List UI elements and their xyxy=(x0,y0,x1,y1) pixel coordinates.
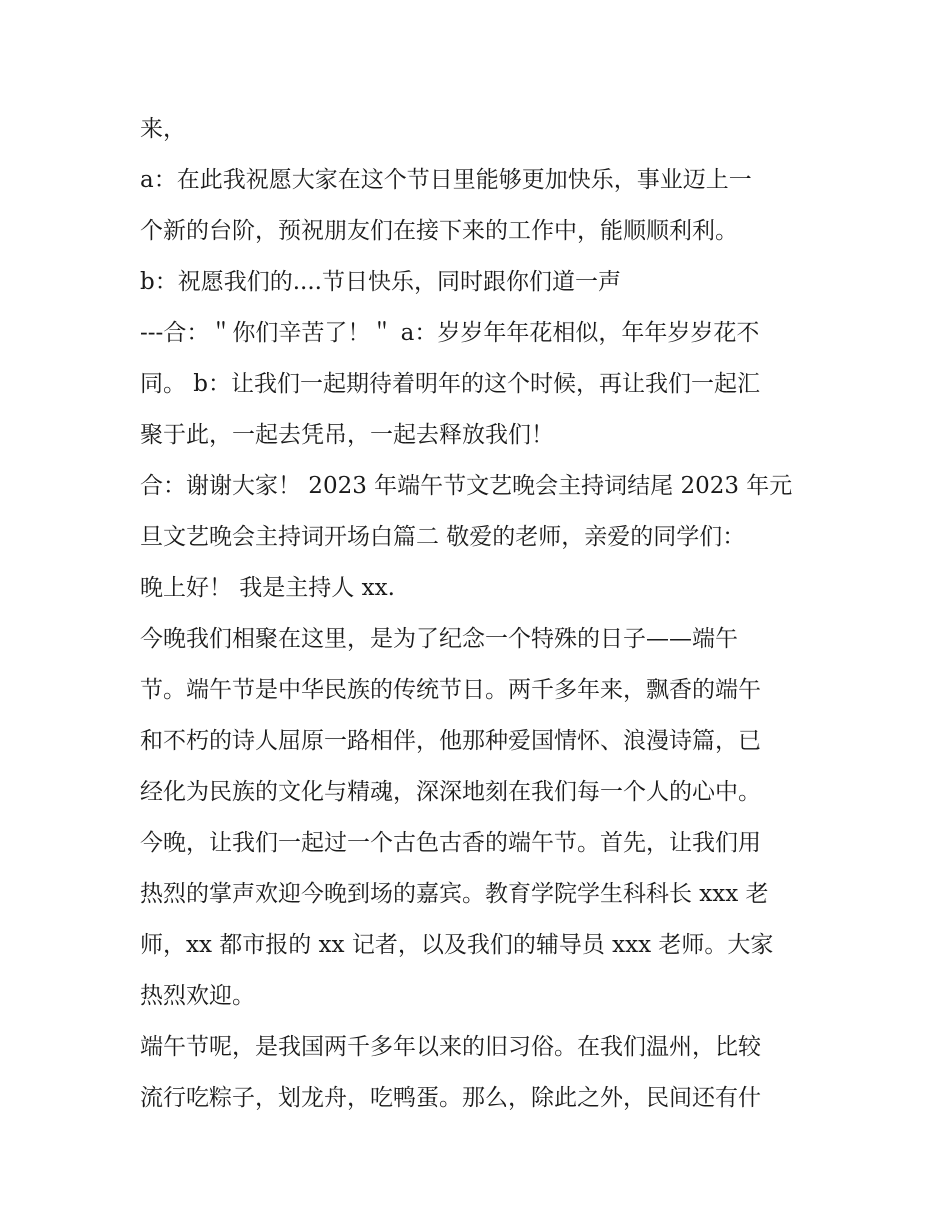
text-line: 聚于此，一起去凭吊，一起去释放我们！ xyxy=(140,422,554,448)
text-line: 旦文艺晚会主持词开场白篇二 敬爱的老师，亲爱的同学们： xyxy=(140,524,746,550)
text-line: 经化为民族的文化与精魂，深深地刻在我们每一个人的心中。 xyxy=(140,779,761,805)
text-line: 今晚，让我们一起过一个古色古香的端午节。首先，让我们用 xyxy=(140,830,761,856)
text-line: 晚上好！ 我是主持人 xx. xyxy=(140,575,395,601)
text-line: 同。 b：让我们一起期待着明年的这个时候，再让我们一起汇 xyxy=(140,371,761,397)
text-line: 师，xx 都市报的 xx 记者，以及我们的辅导员 xxx 老师。大家 xyxy=(140,932,774,958)
text-line: 合：谢谢大家！ 2023 年端午节文艺晚会主持词结尾 2023 年元 xyxy=(140,473,793,499)
text-line: a：在此我祝愿大家在这个节日里能够更加快乐，事业迈上一 xyxy=(140,167,752,193)
text-line: 热烈的掌声欢迎今晚到场的嘉宾。教育学院学生科科长 xxx 老 xyxy=(140,881,769,907)
text-line: 和不朽的诗人屈原一路相伴，他那种爱国情怀、浪漫诗篇，已 xyxy=(140,728,761,754)
text-line: 节。端午节是中华民族的传统节日。两千多年来，飘香的端午 xyxy=(140,677,761,703)
text-line: 流行吃粽子，划龙舟，吃鸭蛋。那么，除此之外，民间还有什 xyxy=(140,1085,761,1111)
text-line: 热烈欢迎。 xyxy=(140,983,255,1009)
text-line: 今晚我们相聚在这里，是为了纪念一个特殊的日子——端午 xyxy=(140,626,738,652)
text-line: b：祝愿我们的....节日快乐，同时跟你们道一声 xyxy=(140,269,621,295)
body-text xyxy=(140,104,820,1124)
text-line: ---合：＂你们辛苦了！＂ a：岁岁年年花相似，年年岁岁花不 xyxy=(140,320,760,346)
text-line: 来， xyxy=(140,116,186,142)
text-line: 端午节呢，是我国两千多年以来的旧习俗。在我们温州，比较 xyxy=(140,1034,761,1060)
text-line: 个新的台阶，预祝朋友们在接下来的工作中，能顺顺利利。 xyxy=(140,218,738,244)
